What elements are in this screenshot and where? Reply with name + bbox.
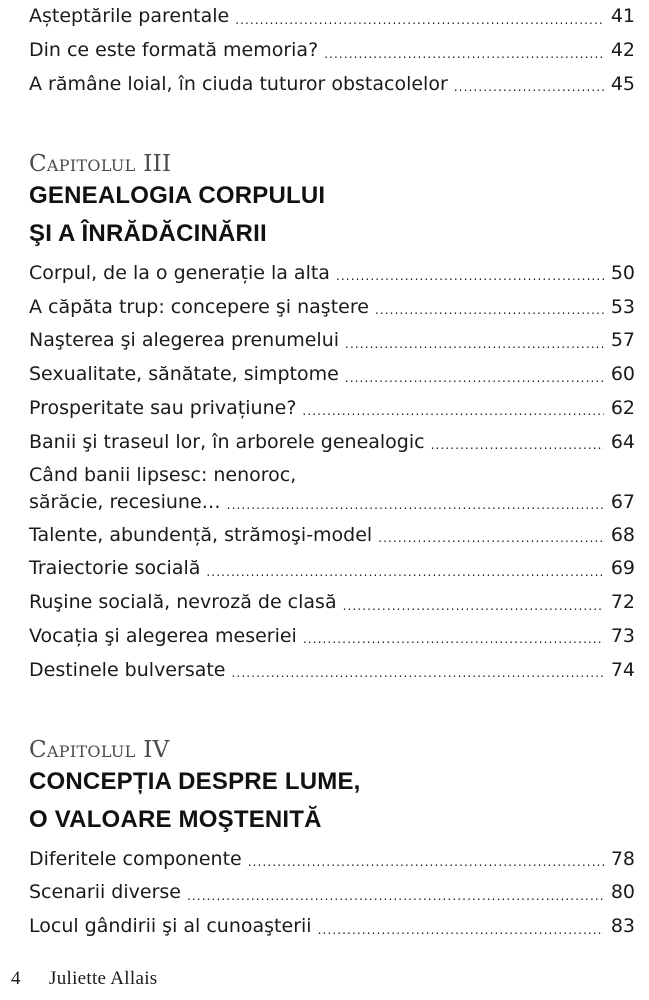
toc-entry-title-line-2 [29,486,635,518]
toc-entry-title: Vocația şi alegerea meseriei [29,624,297,647]
dot-leader [248,856,604,868]
dot-leader [378,532,604,544]
dot-leader [206,566,604,578]
toc-entry-page: 42 [610,39,635,62]
toc-entry-page: 69 [610,557,635,580]
toc-entry[interactable] [29,34,635,68]
chapter-label: Capitolul IV [29,737,170,764]
toc-entry-title: sărăcie, recesiune… [29,490,221,513]
toc-list-chapter-3 [29,256,635,687]
chapter-title-line-1: GENEALOGIA CORPULUI [29,182,326,210]
toc-entry-page: 73 [610,624,635,647]
dot-leader [343,600,604,612]
dot-leader [303,633,604,645]
toc-entry[interactable] [29,552,635,586]
running-author: Juliette Allais [49,968,158,989]
chapter-title-line-2: O VALOARE MOŞTENITĂ [29,806,322,834]
toc-entry[interactable] [29,910,635,944]
toc-entry-title: Locul gândirii şi al cunoaşterii [29,915,312,938]
dot-leader [431,439,604,451]
toc-entry-title: Talente, abundență, strămoşi-model [29,523,373,546]
toc-page [29,0,635,1000]
toc-entry[interactable] [29,876,635,910]
toc-entry-page: 64 [610,430,635,453]
toc-entry-title: Naşterea şi alegerea prenumelui [29,329,340,352]
toc-entry[interactable] [29,358,635,392]
toc-entry-page: 57 [610,329,635,352]
dot-leader [454,81,604,93]
toc-entry-page: 50 [610,261,635,284]
toc-entry[interactable] [29,392,635,426]
toc-entry-title: Când banii lipsesc: nenoroc, [29,464,297,487]
chapter-3-heading [29,141,635,253]
dot-leader [302,405,604,417]
toc-entry-title: Scenarii diverse [29,881,181,904]
toc-entry-title: Diferitele componente [29,847,242,870]
toc-entry-page: 78 [610,847,635,870]
toc-entry-title: Sexualitate, sănătate, simptome [29,363,339,386]
dot-leader [318,924,604,936]
toc-entry-page: 62 [610,396,635,419]
chapter-4-heading [29,727,635,839]
toc-entry-title: A rămâne loial, în ciuda tuturor obstacolelor [29,72,448,95]
toc-entry-page: 45 [610,72,635,95]
toc-entry-page: 74 [610,658,635,681]
toc-entry-page: 53 [610,295,635,318]
chapter-title-line-2: ŞI A ÎNRĂDĂCINĂRII [29,220,267,248]
dot-leader [232,667,605,679]
dot-leader [324,48,604,60]
toc-entry[interactable] [29,586,635,620]
toc-entry-title: Destinele bulversate [29,658,226,681]
toc-entry-title: Banii şi traseul lor, în arborele genealogic [29,430,425,453]
chapter-title-line-1: CONCEPȚIA DESPRE LUME, [29,768,361,796]
toc-entry[interactable] [29,653,635,687]
chapter-label: Capitolul III [29,151,172,178]
toc-entry-title: Din ce este formată memoria? [29,39,319,62]
dot-leader [187,890,604,902]
page-number: 4 [11,968,21,989]
toc-entry[interactable] [29,425,635,459]
dot-leader [235,14,604,26]
dot-leader [345,372,604,384]
toc-entry[interactable] [29,518,635,552]
toc-entry-title: Traiectorie socială [29,557,201,580]
dot-leader [345,338,604,350]
toc-entry-page: 41 [610,5,635,28]
dot-leader [375,304,604,316]
toc-entry[interactable] [29,290,635,324]
page-footer [0,960,649,1000]
toc-entry[interactable] [29,324,635,358]
dot-leader [227,499,604,511]
toc-entry-page: 83 [610,915,635,938]
toc-entry-page: 68 [610,523,635,546]
toc-entry[interactable] [29,620,635,654]
toc-entry-page: 80 [610,881,635,904]
toc-entry-title: Prosperitate sau privațiune? [29,396,297,419]
toc-entry-page: 67 [610,490,635,513]
toc-entry-multiline[interactable] [29,459,635,518]
toc-entry[interactable] [29,0,635,34]
toc-list-continued [29,0,635,101]
toc-entry-title: Corpul, de la o generație la alta [29,261,330,284]
toc-entry-title: Așteptările parentale [29,5,230,28]
toc-entry-title-line-1 [29,465,635,486]
toc-entry-page: 72 [610,591,635,614]
toc-entry-title: Ruşine socială, nevroză de clasă [29,591,337,614]
toc-entry[interactable] [29,68,635,102]
toc-entry[interactable] [29,842,635,876]
toc-list-chapter-4 [29,842,635,943]
toc-entry[interactable] [29,256,635,290]
toc-entry-page: 60 [610,363,635,386]
toc-entry-title: A căpăta trup: concepere şi naştere [29,295,369,318]
dot-leader [336,270,604,282]
